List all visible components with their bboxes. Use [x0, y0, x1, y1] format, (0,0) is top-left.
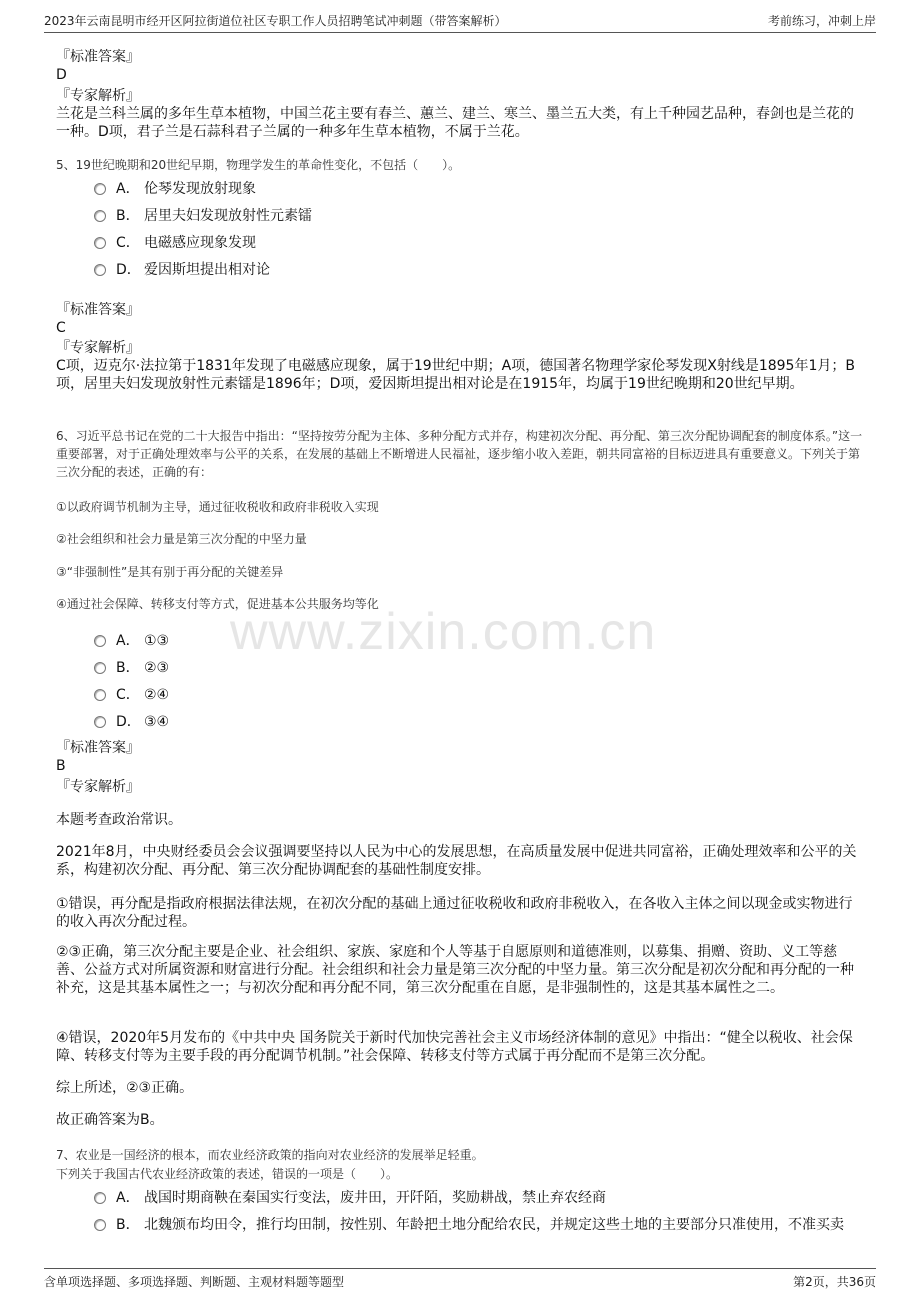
option-d[interactable]: D． ③④: [94, 711, 169, 731]
analysis-paragraph: ④错误，2020年5月发布的《中共中央 国务院关于新时代加快完善社会主义市场经济体制的意见》中指出：“健全以税收、社会保障、转移支付等为主要手段的再分配调节机制。”社会保障、转移支付等方式属于再分配而不是第三次分配。: [56, 1030, 853, 1064]
answer-label: 『标准答案』: [56, 49, 140, 65]
analysis-text: C项，迈克尔·法拉第于1831年发现了电磁感应现象，属于19世纪中期；A项，德国著名物理学家伦琴发现X射线是1895年1月；B项，居里夫妇发现放射性元素镭是1896年；D项，爱因斯坦提出相对论是在1915年，均属于19世纪晚期和20世纪早期。: [56, 358, 855, 392]
header-title: 2023年云南昆明市经开区阿拉街道位社区专职工作人员招聘笔试冲刺题（带答案解析）: [44, 14, 507, 28]
statement-item: ④通过社会保障、转移支付等方式，促进基本公共服务均等化: [56, 597, 379, 611]
answer-label: 『标准答案』: [56, 302, 140, 318]
watermark: www.zixin.com.cn: [230, 603, 657, 661]
option-a[interactable]: A． 伦琴发现放射现象: [94, 178, 256, 198]
option-b[interactable]: B． ②③: [94, 657, 169, 677]
analysis-paragraph: ②③正确，第三次分配主要是企业、社会组织、家族、家庭和个人等基于自愿原则和道德准则，以募集、捐赠、资助、义工等慈善、公益方式对所属资源和财富进行分配。社会组织和社会力量是第三次分配的中坚力量。第三次分配是初次分配和再分配的一种补充，这是其基本属性之一；与初次分配和再分配不同，第三次分配重在自愿，是非强制性的，这是其基本属性之二。: [56, 944, 854, 996]
radio-icon[interactable]: [94, 716, 106, 728]
statement-item: ②社会组织和社会力量是第三次分配的中坚力量: [56, 532, 307, 546]
analysis-label: 『专家解析』: [56, 88, 140, 104]
analysis-paragraph: 2021年8月，中央财经委员会会议强调要坚持以人民为中心的发展思想，在高质量发展中促进共同富裕，正确处理效率和公平的关系，构建初次分配、再分配、第三次分配协调配套的基础性制度安排。: [56, 844, 857, 878]
option-a[interactable]: A． ①③: [94, 630, 169, 650]
radio-icon[interactable]: [94, 183, 106, 195]
answer-value: D: [56, 67, 67, 83]
radio-icon[interactable]: [94, 1192, 106, 1204]
question-stem: 6、习近平总书记在党的二十大报告中指出：“坚持按劳分配为主体、多种分配方式并存，构建初次分配、再分配、第三次分配协调配套的制度体系。”这一重要部署，对于正确处理效率与公平的关系，在发展的基础上不断增进人民福祉，逐步缩小收入差距，朝共同富裕的目标迈进具有重要意义。下列关于第三次分配的表述，正确的有：: [56, 429, 863, 479]
question-stem: 7、农业是一国经济的根本，而农业经济政策的指向对农业经济的发展举足轻重。: [56, 1148, 484, 1162]
analysis-paragraph: 综上所述，②③正确。: [56, 1080, 194, 1096]
analysis-paragraph: ①错误，再分配是指政府根据法律法规，在初次分配的基础上通过征收税收和政府非税收入，在各收入主体之间以现金或实物进行的收入再次分配过程。: [56, 896, 853, 930]
analysis-text: 兰花是兰科兰属的多年生草本植物，中国兰花主要有春兰、蕙兰、建兰、寒兰、墨兰五大类，有上千种园艺品种，春剑也是兰花的一种。D项，君子兰是石蒜科君子兰属的一种多年生草本植物，不属于兰花。: [56, 106, 854, 140]
question-stem: 5、19世纪晚期和20世纪早期，物理学发生的革命性变化，不包括（ ）。: [56, 158, 461, 172]
page-footer: [44, 1268, 876, 1293]
option-c[interactable]: C． ②④: [94, 684, 169, 704]
statement-item: ③“非强制性”是其有别于再分配的关键差异: [56, 565, 284, 579]
analysis-paragraph: 本题考查政治常识。: [56, 812, 182, 828]
radio-icon[interactable]: [94, 689, 106, 701]
option-a[interactable]: A． 战国时期商鞅在秦国实行变法，废井田，开阡陌，奖励耕战，禁止弃农经商: [94, 1187, 864, 1207]
analysis-label: 『专家解析』: [56, 779, 140, 795]
option-b[interactable]: B． 北魏颁布均田令，推行均田制，按性别、年龄把土地分配给农民，并规定这些土地的主要部分只准使用，不准买卖: [94, 1214, 864, 1236]
question-stem: 下列关于我国古代农业经济政策的表述，错误的一项是（ ）。: [56, 1167, 399, 1181]
header-slogan: 考前练习，冲刺上岸: [767, 14, 876, 28]
footer-note: 含单项选择题、多项选择题、判断题、主观材料题等题型: [44, 1275, 345, 1289]
option-c[interactable]: C． 电磁感应现象发现: [94, 232, 256, 252]
radio-icon[interactable]: [94, 635, 106, 647]
analysis-paragraph: 故正确答案为B。: [56, 1112, 164, 1128]
option-b[interactable]: B． 居里夫妇发现放射性元素镭: [94, 205, 312, 225]
radio-icon[interactable]: [94, 1219, 106, 1231]
answer-value: C: [56, 320, 66, 336]
radio-icon[interactable]: [94, 237, 106, 249]
analysis-label: 『专家解析』: [56, 340, 140, 356]
radio-icon[interactable]: [94, 662, 106, 674]
radio-icon[interactable]: [94, 264, 106, 276]
answer-label: 『标准答案』: [56, 740, 140, 756]
statement-item: ①以政府调节机制为主导，通过征收税收和政府非税收入实现: [56, 500, 379, 514]
page-number: 第2页，共36页: [793, 1275, 876, 1289]
answer-value: B: [56, 758, 66, 774]
page-header: [44, 10, 876, 33]
option-d[interactable]: D． 爱因斯坦提出相对论: [94, 259, 270, 279]
radio-icon[interactable]: [94, 210, 106, 222]
